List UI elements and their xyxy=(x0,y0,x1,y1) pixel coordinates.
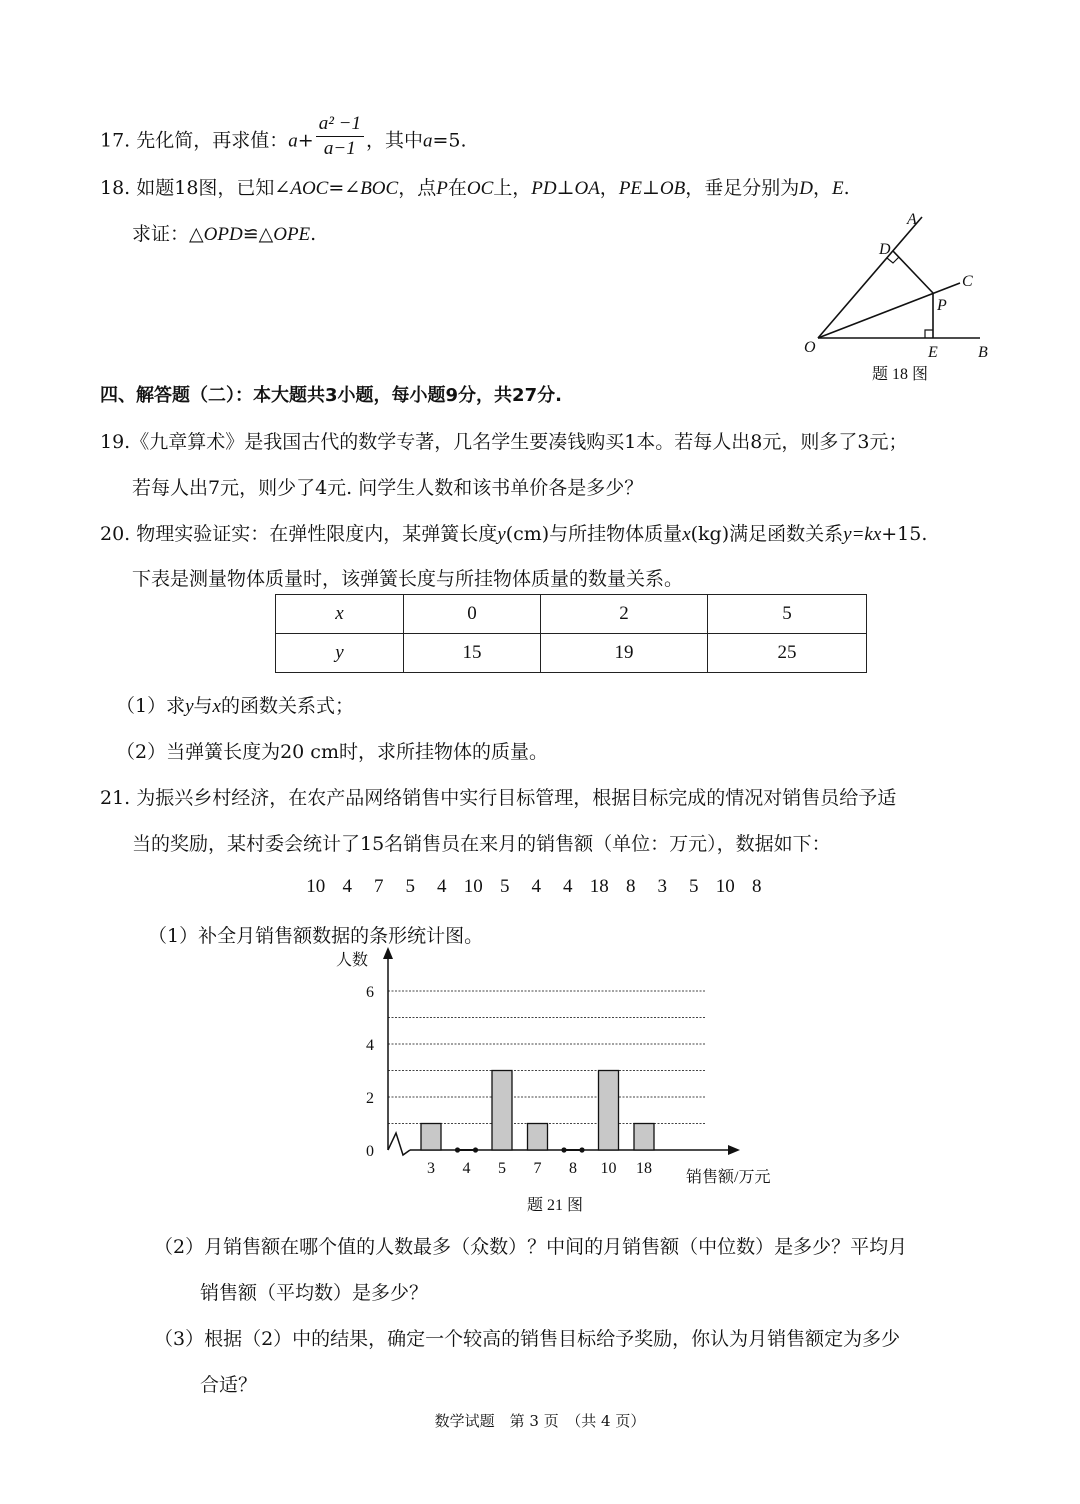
y-tick-label: 0 xyxy=(366,1143,374,1160)
q19-line1: 19.《九章算术》是我国古代的数学专著，几名学生要凑钱购买1本。若每人出8元，则多了3元； xyxy=(100,431,908,453)
q20-text: 与 xyxy=(193,695,213,717)
q18-text: ，点 xyxy=(398,177,437,199)
q17-tail-prefix: ，其中 xyxy=(365,129,423,152)
q18-d: D xyxy=(799,178,813,199)
data-value: 8 xyxy=(626,876,636,897)
x-tick-label: 5 xyxy=(498,1160,506,1177)
table-row-x xyxy=(276,595,867,634)
q17-tail-value: =5. xyxy=(432,129,467,152)
q20-text: (kg)满足函数关系 xyxy=(690,523,844,545)
q21-sub2-line1: （2）月销售额在哪个值的人数最多（众数）？中间的月销售额（中位数）是多少？平均月 xyxy=(154,1236,908,1258)
q18-text: . xyxy=(843,177,850,199)
q20-sub2: （2）当弹簧长度为20 cm时，求所挂物体的质量。 xyxy=(116,741,548,763)
x-tick-label: 7 xyxy=(533,1160,542,1177)
chart-xticks xyxy=(427,1160,652,1177)
q17-tail-var: a xyxy=(422,130,433,152)
q20-func: y=kx xyxy=(843,524,882,545)
chart-grid xyxy=(388,991,705,1124)
y-axis-arrow xyxy=(383,947,393,959)
data-value: 4 xyxy=(342,876,352,897)
q18-boc: BOC xyxy=(360,178,399,199)
q20-text: 的函数关系式； xyxy=(220,695,354,717)
table-cell xyxy=(276,595,404,634)
x-tick-label: 3 xyxy=(427,1160,435,1177)
y-axis-label: 人数 xyxy=(336,952,369,969)
label-c: C xyxy=(962,273,973,290)
data-value: 4 xyxy=(437,876,447,897)
q20-x: x xyxy=(212,696,221,717)
q18-ob: OB xyxy=(659,178,686,199)
q20-y: y xyxy=(185,696,194,717)
q18-pd: PD xyxy=(531,178,557,199)
page-footer: 数学试题 第 3 页 （共 4 页） xyxy=(434,1412,646,1430)
label-e: E xyxy=(928,344,938,361)
figure-18 xyxy=(790,205,1010,390)
table-cell: 0 xyxy=(404,595,541,634)
q18-text: ， xyxy=(812,177,832,199)
q20-text: +15. xyxy=(881,523,928,545)
chart-caption: 题 21 图 xyxy=(527,1197,584,1214)
ray-oa xyxy=(818,217,922,338)
q18-opd: OPD xyxy=(203,224,243,245)
data-value: 4 xyxy=(563,876,573,897)
bar xyxy=(528,1124,548,1151)
q21-sub3-line1: （3）根据（2）中的结果，确定一个较高的销售目标给予奖励，你认为月销售额定为多少 xyxy=(154,1328,901,1350)
y-tick-label: 4 xyxy=(366,1037,374,1054)
q20-y: y xyxy=(497,524,506,545)
q18-text: 18. 如题18图，已知∠ xyxy=(100,177,291,199)
y-tick-label: 2 xyxy=(366,1090,374,1107)
q18-oa: OA xyxy=(574,178,600,199)
data-value: 5 xyxy=(405,876,415,897)
data-value: 4 xyxy=(531,876,541,897)
q20-x: x xyxy=(682,524,691,545)
q20-text: (cm)与所挂物体质量 xyxy=(505,523,683,545)
label-b: B xyxy=(978,344,988,361)
data-value: 5 xyxy=(689,876,699,897)
chart-bars xyxy=(421,1071,654,1153)
right-angle-e xyxy=(925,330,933,338)
data-value: 10 xyxy=(715,876,735,897)
q17-fraction xyxy=(316,112,364,161)
x-axis-label: 销售额/万元 xyxy=(686,1169,771,1186)
q18-e: E xyxy=(832,178,844,199)
q18-perp: ⊥ xyxy=(642,177,660,199)
q20-line1 xyxy=(100,522,927,547)
figure-21-bar-chart xyxy=(330,945,800,1220)
q18-eq: =∠ xyxy=(328,177,361,199)
chart-yticks xyxy=(366,984,374,1160)
q18-prove-label: 求证：△ xyxy=(132,223,204,245)
q17-var-a: a xyxy=(288,130,298,152)
q20-text: 20. 物理实验证实：在弹性限度内，某弹簧长度 xyxy=(100,523,498,545)
q18-text: ， xyxy=(599,177,619,199)
q17-line xyxy=(100,113,467,166)
q18-line1 xyxy=(100,176,850,201)
table-cell: 25 xyxy=(708,634,867,673)
data-value: 18 xyxy=(589,876,609,897)
bar xyxy=(599,1071,619,1151)
axis-break xyxy=(388,1133,410,1155)
q18-p: P xyxy=(436,178,448,199)
q17-denominator: a−1 xyxy=(323,138,356,159)
data-value: 3 xyxy=(657,876,667,897)
x-axis-arrow xyxy=(728,1145,740,1155)
q18-perp: ⊥ xyxy=(556,177,575,199)
q19-line2: 若每人出7元，则少了4元. 问学生人数和该书单价各是多少？ xyxy=(132,477,644,499)
q17-numerator: a² −1 xyxy=(316,112,364,137)
table-cell: 15 xyxy=(404,634,541,673)
table-header-y: y xyxy=(335,642,344,663)
q18-text: 在 xyxy=(447,177,467,199)
q21-sub2-line2: 销售额（平均数）是多少？ xyxy=(200,1282,429,1304)
data-value: 10 xyxy=(463,876,483,897)
y-tick-label: 6 xyxy=(366,984,374,1001)
q21-line1: 21. 为振兴乡村经济，在农产品网络销售中实行目标管理，根据目标完成的情况对销售员给予适 xyxy=(100,787,897,809)
label-p: P xyxy=(937,297,947,314)
q17-plus: + xyxy=(297,129,314,152)
q17-lead: 17. 先化简，再求值： xyxy=(100,129,289,152)
q21-sub1: （1）补全月销售额数据的条形统计图。 xyxy=(148,925,484,947)
label-d: D xyxy=(879,241,891,258)
table-cell: 19 xyxy=(541,634,708,673)
q20-text: （1）求 xyxy=(116,695,186,717)
q18-oc: OC xyxy=(466,178,494,199)
x-tick-label: 18 xyxy=(636,1160,652,1177)
q21-data-row xyxy=(300,876,773,898)
q21-line2: 当的奖励，某村委会统计了15名销售员在来月的销售额（单位：万元），数据如下： xyxy=(132,833,831,855)
figure-18-caption: 题 18 图 xyxy=(872,366,929,383)
table-row-y xyxy=(276,634,867,673)
label-o: O xyxy=(804,339,816,356)
x-tick-label: 10 xyxy=(600,1160,617,1177)
x-tick-label: 8 xyxy=(569,1160,577,1177)
x-tick-label: 4 xyxy=(462,1160,471,1177)
table-cell: 2 xyxy=(541,595,708,634)
label-a: A xyxy=(907,211,917,228)
section-4-heading: 四、解答题（二）：本大题共3小题，每小题9分，共27分. xyxy=(100,385,562,406)
data-value: 10 xyxy=(306,876,326,897)
q20-line2: 下表是测量物体质量时，该弹簧长度与所挂物体质量的数量关系。 xyxy=(132,568,684,590)
bar xyxy=(492,1071,512,1151)
bar xyxy=(634,1124,654,1151)
q18-text: ，垂足分别为 xyxy=(685,177,800,199)
q18-text: 上， xyxy=(493,177,532,199)
q18-pe: PE xyxy=(618,178,643,199)
table-cell xyxy=(276,634,404,673)
data-value: 5 xyxy=(500,876,510,897)
q18-cong: ≌△ xyxy=(242,223,274,245)
table-cell: 5 xyxy=(708,595,867,634)
q18-prove-end: . xyxy=(310,223,317,245)
q18-aoc: AOC xyxy=(290,178,329,199)
table-header-x: x xyxy=(335,603,344,624)
data-value: 7 xyxy=(374,876,384,897)
q18-ope: OPE xyxy=(273,224,311,245)
q20-table xyxy=(275,594,867,673)
q18-line2 xyxy=(132,222,316,247)
bar xyxy=(421,1124,441,1151)
data-value: 8 xyxy=(752,876,762,897)
q20-sub1 xyxy=(116,694,354,719)
q21-sub3-line2: 合适？ xyxy=(200,1374,258,1396)
